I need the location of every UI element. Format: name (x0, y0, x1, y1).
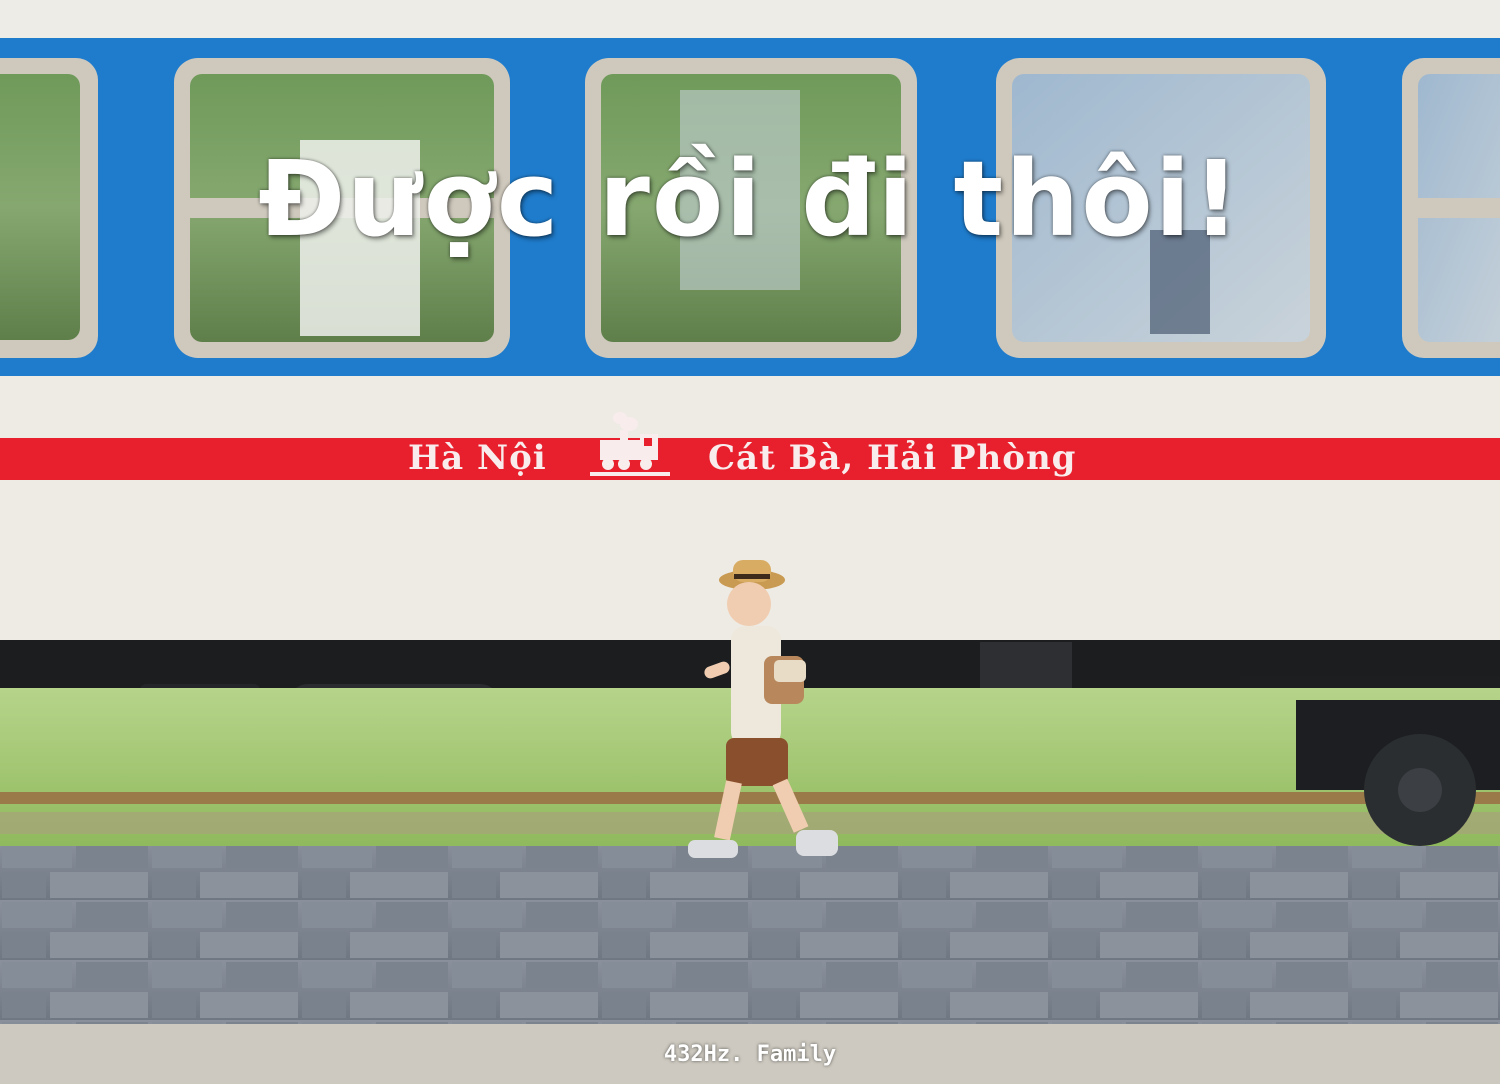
stone-platform (0, 846, 1500, 1036)
route-label (0, 436, 1500, 482)
locomotive-icon (590, 410, 670, 480)
headline-text: Được rồi đi thôi! (258, 138, 1242, 260)
watermark: 432Hz. Family (663, 1042, 837, 1067)
car-roof (0, 0, 1500, 40)
route-destination: Cát Bà, Hải Phòng (708, 438, 1077, 478)
rail (0, 792, 1500, 804)
route-origin: Hà Nội (408, 438, 547, 478)
